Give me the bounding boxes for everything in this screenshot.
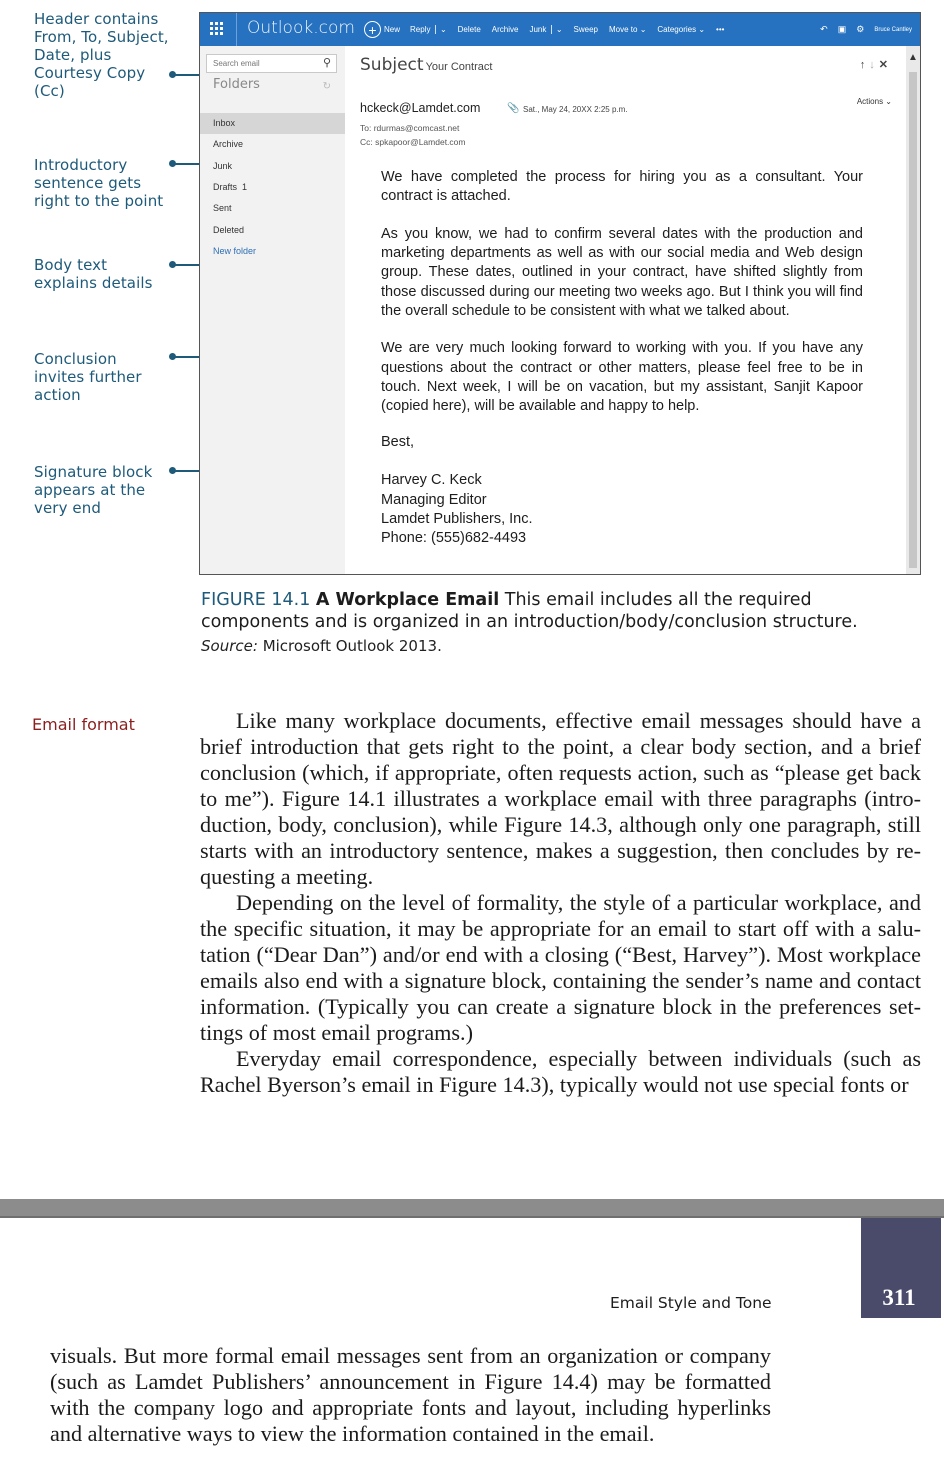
signature-title: Managing Editor: [381, 491, 487, 508]
email-conclusion-paragraph: We are very much looking forward to working with you. If you have any questions about the contract or other matters, please feel free to be in touch. Next week, I will be on vacation, but my assistant, Sanjit Kapoor (copied here), will be available and happy to help.: [381, 340, 863, 415]
figure-description: This email includes all the required components and is organized in an introduction/body/conclusion structure.: [201, 590, 858, 632]
outlook-brand: Outlook.com: [236, 13, 355, 46]
outlook-top-bar: [200, 13, 920, 46]
more-button[interactable]: •••: [716, 25, 725, 34]
scroll-thumb[interactable]: [909, 72, 917, 568]
folder-sent[interactable]: Sent: [213, 203, 232, 213]
page-number-box: [861, 1218, 941, 1318]
to-line: To: rdurmas@comcast.net: [360, 123, 460, 133]
vertical-scrollbar[interactable]: [906, 46, 920, 574]
annotation-signature: Signature block appears at the very end: [34, 463, 153, 517]
figure-number: FIGURE 14.1: [201, 590, 311, 610]
figure-source: Source: Microsoft Outlook 2013.: [201, 637, 442, 655]
chevron-down-icon: ⌄: [885, 97, 892, 106]
folder-drafts[interactable]: Drafts 1: [213, 182, 248, 192]
signature-phone: Phone: (555)682-4493: [381, 530, 527, 547]
actions-menu[interactable]: Actions ⌄: [856, 97, 892, 106]
chevron-down-icon: ⌄: [439, 24, 447, 34]
folders-heading: Folders: [213, 77, 260, 92]
header-right-icons: [820, 13, 912, 46]
annotation-header: Header contains From, To, Subject, Date, plus Courtesy Copy (Cc): [34, 10, 169, 100]
drafts-count: 1: [242, 182, 248, 192]
email-intro-paragraph: We have completed the process for hiring you as a consultant. Your contract is attached.: [381, 169, 863, 205]
close-icon[interactable]: ✕: [878, 59, 892, 71]
margin-note: Email format: [32, 715, 135, 734]
figure-title: A Workplace Email: [315, 590, 500, 610]
scroll-up-icon[interactable]: ▲: [908, 52, 918, 63]
sender-address[interactable]: hckeck@Lamdet.com: [360, 101, 481, 115]
next-page-text: visuals. But more formal email messages sent from an organization or company (such as Lamdet Publishers’ announcement in Figure 14.4) may be formatted with the company logo and appropriate fonts and layout, including hyperlinks and alternative ways to view the information contained in the email.: [50, 1343, 771, 1446]
arrow-up-icon[interactable]: ↑: [859, 59, 870, 71]
categories-button[interactable]: Categories ⌄: [657, 25, 706, 34]
subject-line: Subject Your Contract: [360, 55, 493, 75]
attachment-icon[interactable]: 📎: [507, 103, 520, 114]
new-button[interactable]: + New: [364, 21, 400, 38]
plus-icon: +: [364, 21, 381, 38]
command-bar: [364, 13, 735, 46]
arrow-down-icon[interactable]: ↓: [869, 59, 879, 71]
gear-icon[interactable]: ⚙: [856, 24, 865, 34]
folder-sidebar: [200, 46, 345, 574]
paragraph: Like many workplace documents, effective email messages should have a brief introduction that gets right to the point, a clear body section, and a brief conclusion (which, if appropriate, often requests action, such as “please get back to me”). Figure 14.1 illustrates a workplace email with three paragraphs (introduction, body, conclusion), while Figure 14.3, although only one paragraph, still starts with an introductory sentence, makes a suggestion, then concludes by requesting a meeting.: [200, 708, 921, 889]
running-head: Email Style and Tone: [610, 1294, 772, 1312]
new-folder-link[interactable]: New folder: [213, 246, 257, 256]
body-text: [200, 708, 921, 1098]
move-to-button[interactable]: Move to ⌄: [609, 25, 647, 34]
search-input[interactable]: Search email ⚲: [206, 54, 337, 73]
folder-archive[interactable]: Archive: [213, 139, 244, 149]
annotation-body: Body text explains details: [34, 256, 153, 292]
chevron-down-icon: ⌄: [698, 25, 706, 34]
reading-pane: [345, 46, 906, 574]
paragraph: Depending on the level of formality, the style of a particular workplace, and the specific situation, it may be appropriate for an email to start off with a salutation (“Dear Dan”) and/or end with a closing (“Best, Harvey”). Most workplace emails also end with a signature block, containing the sender’s name and contact information. (Typically you can create a signature block in the preferences settings of most email programs.): [200, 890, 921, 1045]
signature-company: Lamdet Publishers, Inc.: [381, 511, 533, 528]
undo-icon[interactable]: ↶: [820, 24, 828, 34]
chat-icon[interactable]: ▣: [837, 24, 847, 34]
annotation-conclusion: Conclusion invites further action: [34, 350, 142, 404]
signature-block: [381, 471, 863, 548]
refresh-icon[interactable]: ↻: [322, 81, 331, 92]
delete-button[interactable]: Delete: [457, 25, 481, 34]
figure-caption: [201, 589, 901, 633]
email-closing: Best,: [381, 434, 415, 451]
annotation-intro: Introductory sentence gets right to the point: [34, 156, 164, 210]
signature-name: Harvey C. Keck: [381, 472, 482, 489]
email-body-paragraph: As you know, we had to confirm several dates with the production and marketing departments as well as with our social media and Web design group. These dates, outlined in your contract, have shifted slightly from those discussed during our meeting two weeks ago. But I think you will find the overall schedule to be consistent with what we talked about.: [381, 225, 863, 319]
email-body: [381, 168, 863, 549]
page-number: 311: [882, 1285, 916, 1310]
folder-junk[interactable]: Junk: [213, 161, 233, 171]
page-divider: [0, 1199, 944, 1218]
search-icon[interactable]: ⚲: [322, 57, 331, 69]
folder-deleted[interactable]: Deleted: [213, 225, 245, 235]
message-tools: [860, 58, 892, 71]
message-date: Sat., May 24, 20XX 2:25 p.m.: [523, 105, 628, 114]
archive-button[interactable]: Archive: [491, 25, 519, 34]
chevron-down-icon: ⌄: [555, 24, 563, 34]
cc-line: Cc: spkapoor@Lamdet.com: [360, 137, 466, 147]
junk-button[interactable]: Junk ⌄: [529, 24, 563, 34]
app-launcher-icon[interactable]: [210, 22, 223, 35]
sweep-button[interactable]: Sweep: [573, 25, 598, 34]
paragraph: Everyday email correspondence, especially between individuals (such as Rachel Byerson’s email in Figure 14.3), typically would not use special fonts or: [200, 1046, 921, 1097]
outlook-screenshot: [199, 12, 921, 575]
folder-inbox[interactable]: Inbox: [200, 113, 345, 134]
user-name[interactable]: Bruce Cantley: [874, 26, 912, 33]
reply-button[interactable]: Reply ⌄: [410, 24, 447, 34]
chevron-down-icon: ⌄: [639, 25, 647, 34]
